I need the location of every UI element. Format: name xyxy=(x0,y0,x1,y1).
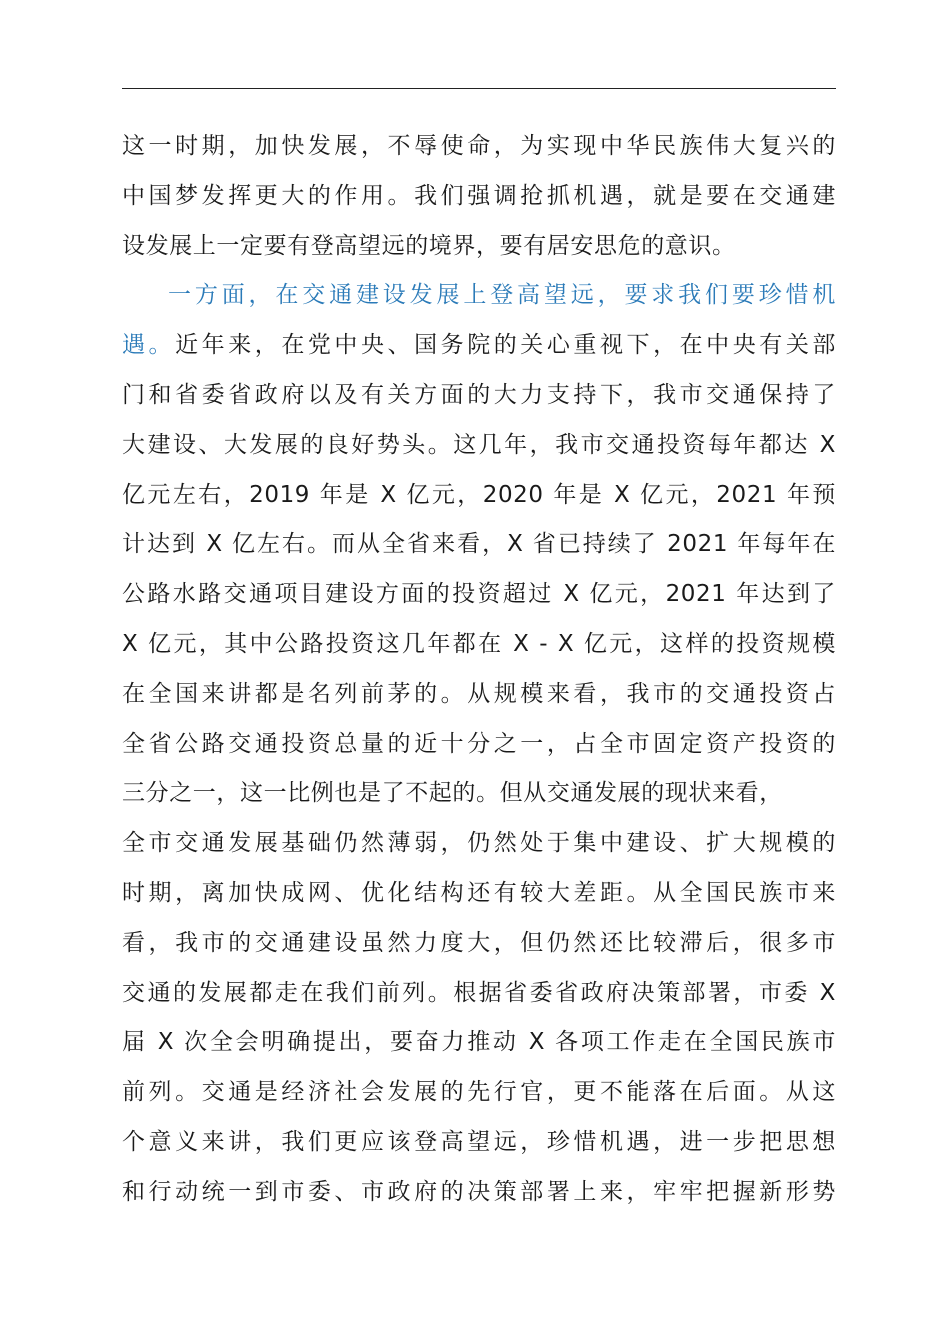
body-line-17: 看，我市的交通建设虽然力度大，但仍然还比较滞后，很多市 xyxy=(122,929,836,956)
body-line-5-text: 近年来，在党中央、国务院的关心重视下，在中央有关部 xyxy=(175,332,836,359)
body-line-8: 亿元左右，2019 年是 X 亿元，2020 年是 X 亿元，2021 年预 xyxy=(122,481,836,508)
body-line-1: 这一时期，加快发展，不辱使命，为实现中华民族伟大复兴的 xyxy=(122,133,836,159)
body-line-22: 和行动统一到市委、市政府的决策部署上来，牢牢把握新形势 xyxy=(122,1178,836,1205)
body-line-20: 前列。交通是经济社会发展的先行官，更不能落在后面。从这 xyxy=(122,1079,836,1106)
body-line-11: X 亿元，其中公路投资这几年都在 X - X 亿元，这样的投资规模 xyxy=(122,630,836,657)
body-line-13: 全省公路交通投资总量的近十分之一，占全市固定资产投资的 xyxy=(122,730,836,757)
body-line-9: 计达到 X 亿左右。而从全省来看，X 省已持续了 2021 年每年在 xyxy=(122,531,836,558)
body-line-19: 届 X 次全会明确提出，要奋力推动 X 各项工作走在全国民族市 xyxy=(122,1029,836,1056)
body-line-10: 公路水路交通项目建设方面的投资超过 X 亿元，2021 年达到了 xyxy=(122,581,836,608)
body-line-14: 三分之一，这一比例也是了不起的。但从交通发展的现状来看， xyxy=(122,780,783,807)
body-line-7: 大建设、大发展的良好势头。这几年，我市交通投资每年都达 X xyxy=(122,431,836,458)
body-line-6: 门和省委省政府以及有关方面的大力支持下，我市交通保持了 xyxy=(122,381,836,408)
body-line-5 xyxy=(122,321,836,371)
body-line-21: 个意义来讲，我们更应该登高望远，珍惜机遇，进一步把思想 xyxy=(122,1128,836,1155)
body-line-16: 时期，离加快成网、优化结构还有较大差距。从全国民族市来 xyxy=(122,879,836,906)
body-line-12: 在全国来讲都是名列前茅的。从规模来看，我市的交通投资占 xyxy=(122,680,836,707)
section-heading-line-1 xyxy=(122,271,836,321)
header-rule xyxy=(122,88,836,89)
body-line-15: 全市交通发展基础仍然薄弱，仍然处于集中建设、扩大规模的 xyxy=(122,830,836,857)
section-heading-text: 一方面，在交通建设发展上登高望远，要求我们要珍惜机 xyxy=(168,282,836,309)
document-body xyxy=(122,122,836,1218)
body-line-2: 中国梦发挥更大的作用。我们强调抢抓机遇，就是要在交通建 xyxy=(122,182,836,209)
body-line-18: 交通的发展都走在我们前列。根据省委省政府决策部署，市委 X xyxy=(122,979,836,1006)
body-line-3: 设发展上一定要有登高望远的境界，要有居安思危的意识。 xyxy=(122,232,736,259)
section-heading-end: 遇。 xyxy=(122,332,176,359)
